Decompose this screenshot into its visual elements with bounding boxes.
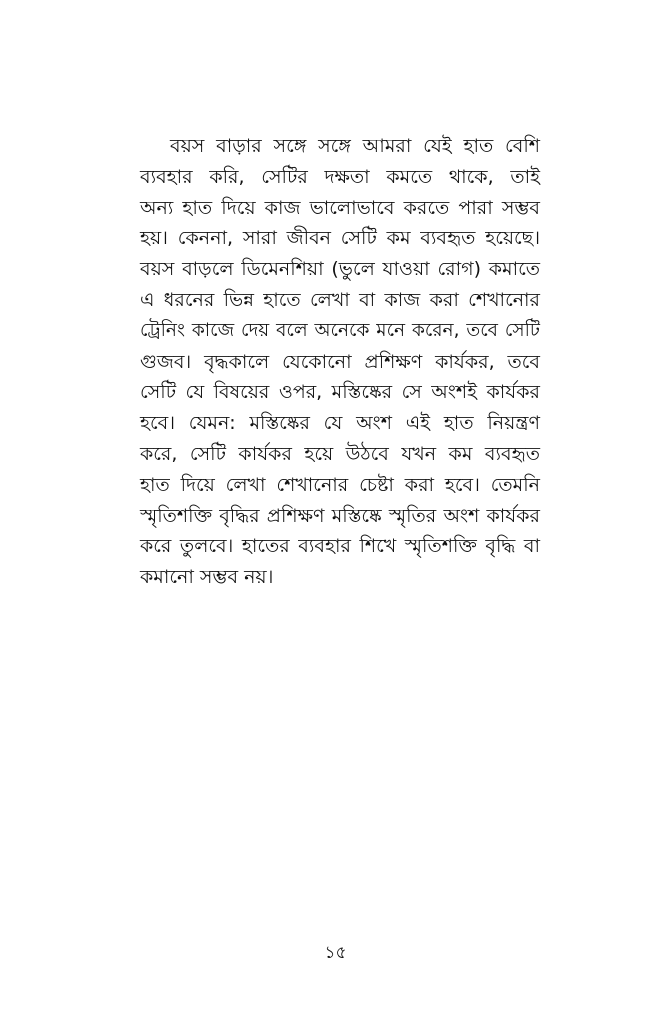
paragraph-line: হবে। যেমন: মস্তিষ্কের যে অংশ এই হাত নিয়ন্ত্রণ [140, 412, 540, 435]
paragraph-line: গুজব। বৃদ্ধকালে যেকোনো প্রশিক্ষণ কার্যকর, তবে [140, 350, 540, 373]
paragraph-line: করে তুলবে। হাতের ব্যবহার শিখে স্মৃতিশক্তি বৃদ্ধি বা [140, 535, 540, 558]
paragraph-line: বয়স বাড়ার সঙ্গে সঙ্গে আমরা যেই হাত বেশি [170, 135, 540, 157]
paragraph-line: অন্য হাত দিয়ে কাজ ভালোভাবে করতে পারা সম্ভব [140, 196, 540, 219]
page-number: ১৫ [324, 943, 347, 963]
paragraph-line: কমানো সম্ভব নয়। [140, 566, 274, 589]
paragraph-line: ট্রেনিং কাজে দেয় বলে অনেকে মনে করেন, তবে সেটি [140, 319, 540, 341]
paragraph-line: বয়স বাড়লে ডিমেনশিয়া (ভুলে যাওয়া রোগ) কমাতে [140, 258, 540, 281]
paragraph-line: স্মৃতিশক্তি বৃদ্ধির প্রশিক্ষণ মস্তিষ্কে স্মৃতির অংশ কার্যকর [140, 504, 540, 527]
paragraph-line: করে, সেটি কার্যকর হয়ে উঠবে যখন কম ব্যবহৃত [140, 442, 540, 465]
paragraph-line: সেটি যে বিষয়ের ওপর, মস্তিষ্কের সে অংশই কার্যকর [140, 381, 540, 404]
body-paragraph [140, 131, 540, 593]
paragraph-line: হয়। কেননা, সারা জীবন সেটি কম ব্যবহৃত হয়েছে। [140, 227, 540, 250]
paragraph-line: হাত দিয়ে লেখা শেখানোর চেষ্টা করা হবে। তেমনি [140, 473, 540, 496]
paragraph-line: এ ধরনের ভিন্ন হাতে লেখা বা কাজ করা শেখানোর [140, 288, 540, 311]
paragraph-line: ব্যবহার করি, সেটির দক্ষতা কমতে থাকে, তাই [140, 165, 540, 188]
